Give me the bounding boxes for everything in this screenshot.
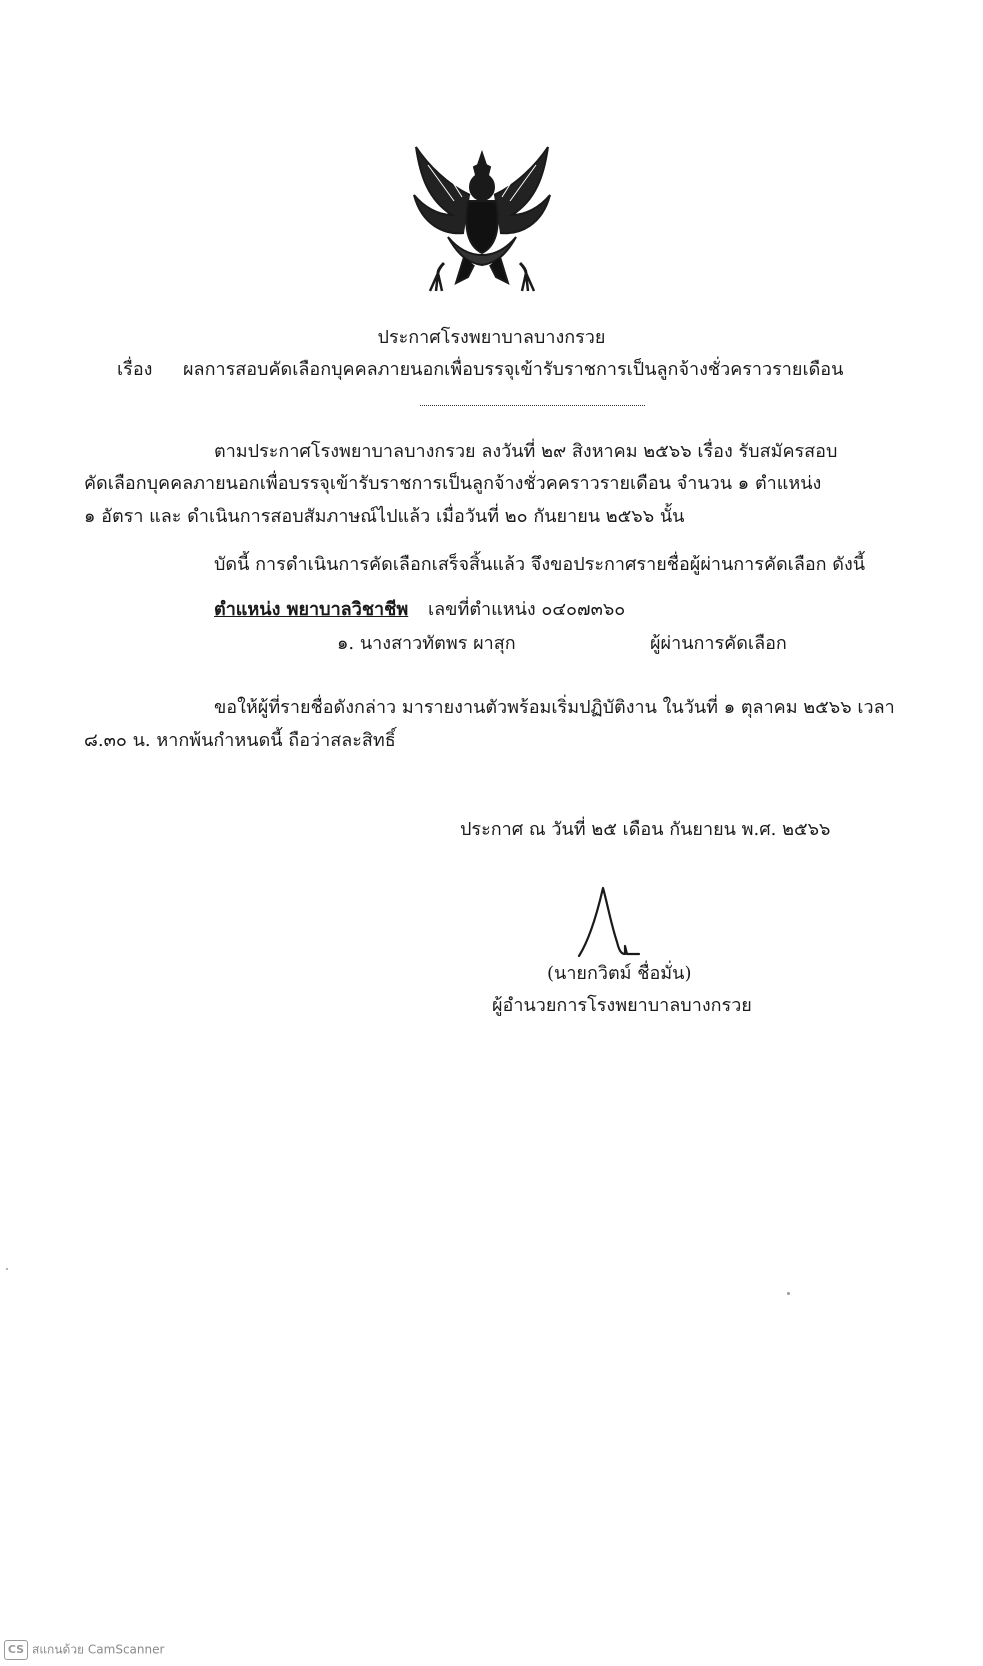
position-number: เลขที่ตำแหน่ง ๐๔๐๗๓๖๐ (428, 599, 626, 620)
scanner-watermark (4, 1640, 164, 1660)
document-title: ประกาศโรงพยาบาลบางกรวย (377, 327, 606, 348)
paragraph-3-line-1: ขอให้ผู้ที่รายชื่อดังกล่าว มารายงานตัวพร้อมเริ่มปฏิบัติงาน ในวันที่ ๑ ตุลาคม ๒๕๖๖ เวลา (214, 697, 895, 718)
paragraph-1-line-3: ๑ อัตรา และ ดำเนินการสอบสัมภาษณ์ไปแล้ว เมื่อวันที่ ๒๐ กันยายน ๒๕๖๖ นั้น (84, 506, 685, 527)
signer-name: (นายกวิตม์ ชื่อมั่น) (547, 963, 692, 984)
scanner-text: สแกนด้วย CamScanner (32, 1642, 165, 1657)
paragraph-3-line-2: ๘.๓๐ น. หากพ้นกำหนดนี้ ถือว่าสละสิทธิ์ (84, 730, 396, 751)
signature-icon (575, 880, 670, 970)
camscanner-logo-icon: CS (4, 1640, 28, 1660)
paragraph-1-line-1: ตามประกาศโรงพยาบาลบางกรวย ลงวันที่ ๒๙ สิงหาคม ๒๕๖๖ เรื่อง รับสมัครสอบ (214, 441, 838, 462)
announcement-date: ประกาศ ณ วันที่ ๒๕ เดือน กันยายน พ.ศ. ๒๕๖๖ (460, 819, 831, 840)
signer-title: ผู้อำนวยการโรงพยาบาลบางกรวย (492, 995, 752, 1016)
garuda-emblem-icon (408, 145, 556, 295)
candidate-name: ๑. นางสาวทัตพร ผาสุก (337, 633, 516, 654)
subject-text: ผลการสอบคัดเลือกบุคคลภายนอกเพื่อบรรจุเข้ารับราชการเป็นลูกจ้างชั่วคราวรายเดือน (183, 359, 844, 380)
subject-label: เรื่อง (117, 359, 153, 380)
scan-speck (787, 1292, 790, 1295)
paragraph-2: บัดนี้ การดำเนินการคัดเลือกเสร็จสิ้นแล้ว จึงขอประกาศรายชื่อผู้ผ่านการคัดเลือก ดังนี้ (214, 554, 866, 575)
paragraph-1-line-2: คัดเลือกบุคคลภายนอกเพื่อบรรจุเข้ารับราชการเป็นลูกจ้างชั่วคคราวรายเดือน จำนวน ๑ ตำแหน่ง (84, 473, 822, 494)
position-label: ตำแหน่ง พยาบาลวิชาชีพ (214, 599, 409, 620)
candidate-result: ผู้ผ่านการคัดเลือก (650, 633, 787, 654)
dotted-separator (420, 405, 645, 406)
scan-speck (6, 1268, 8, 1270)
